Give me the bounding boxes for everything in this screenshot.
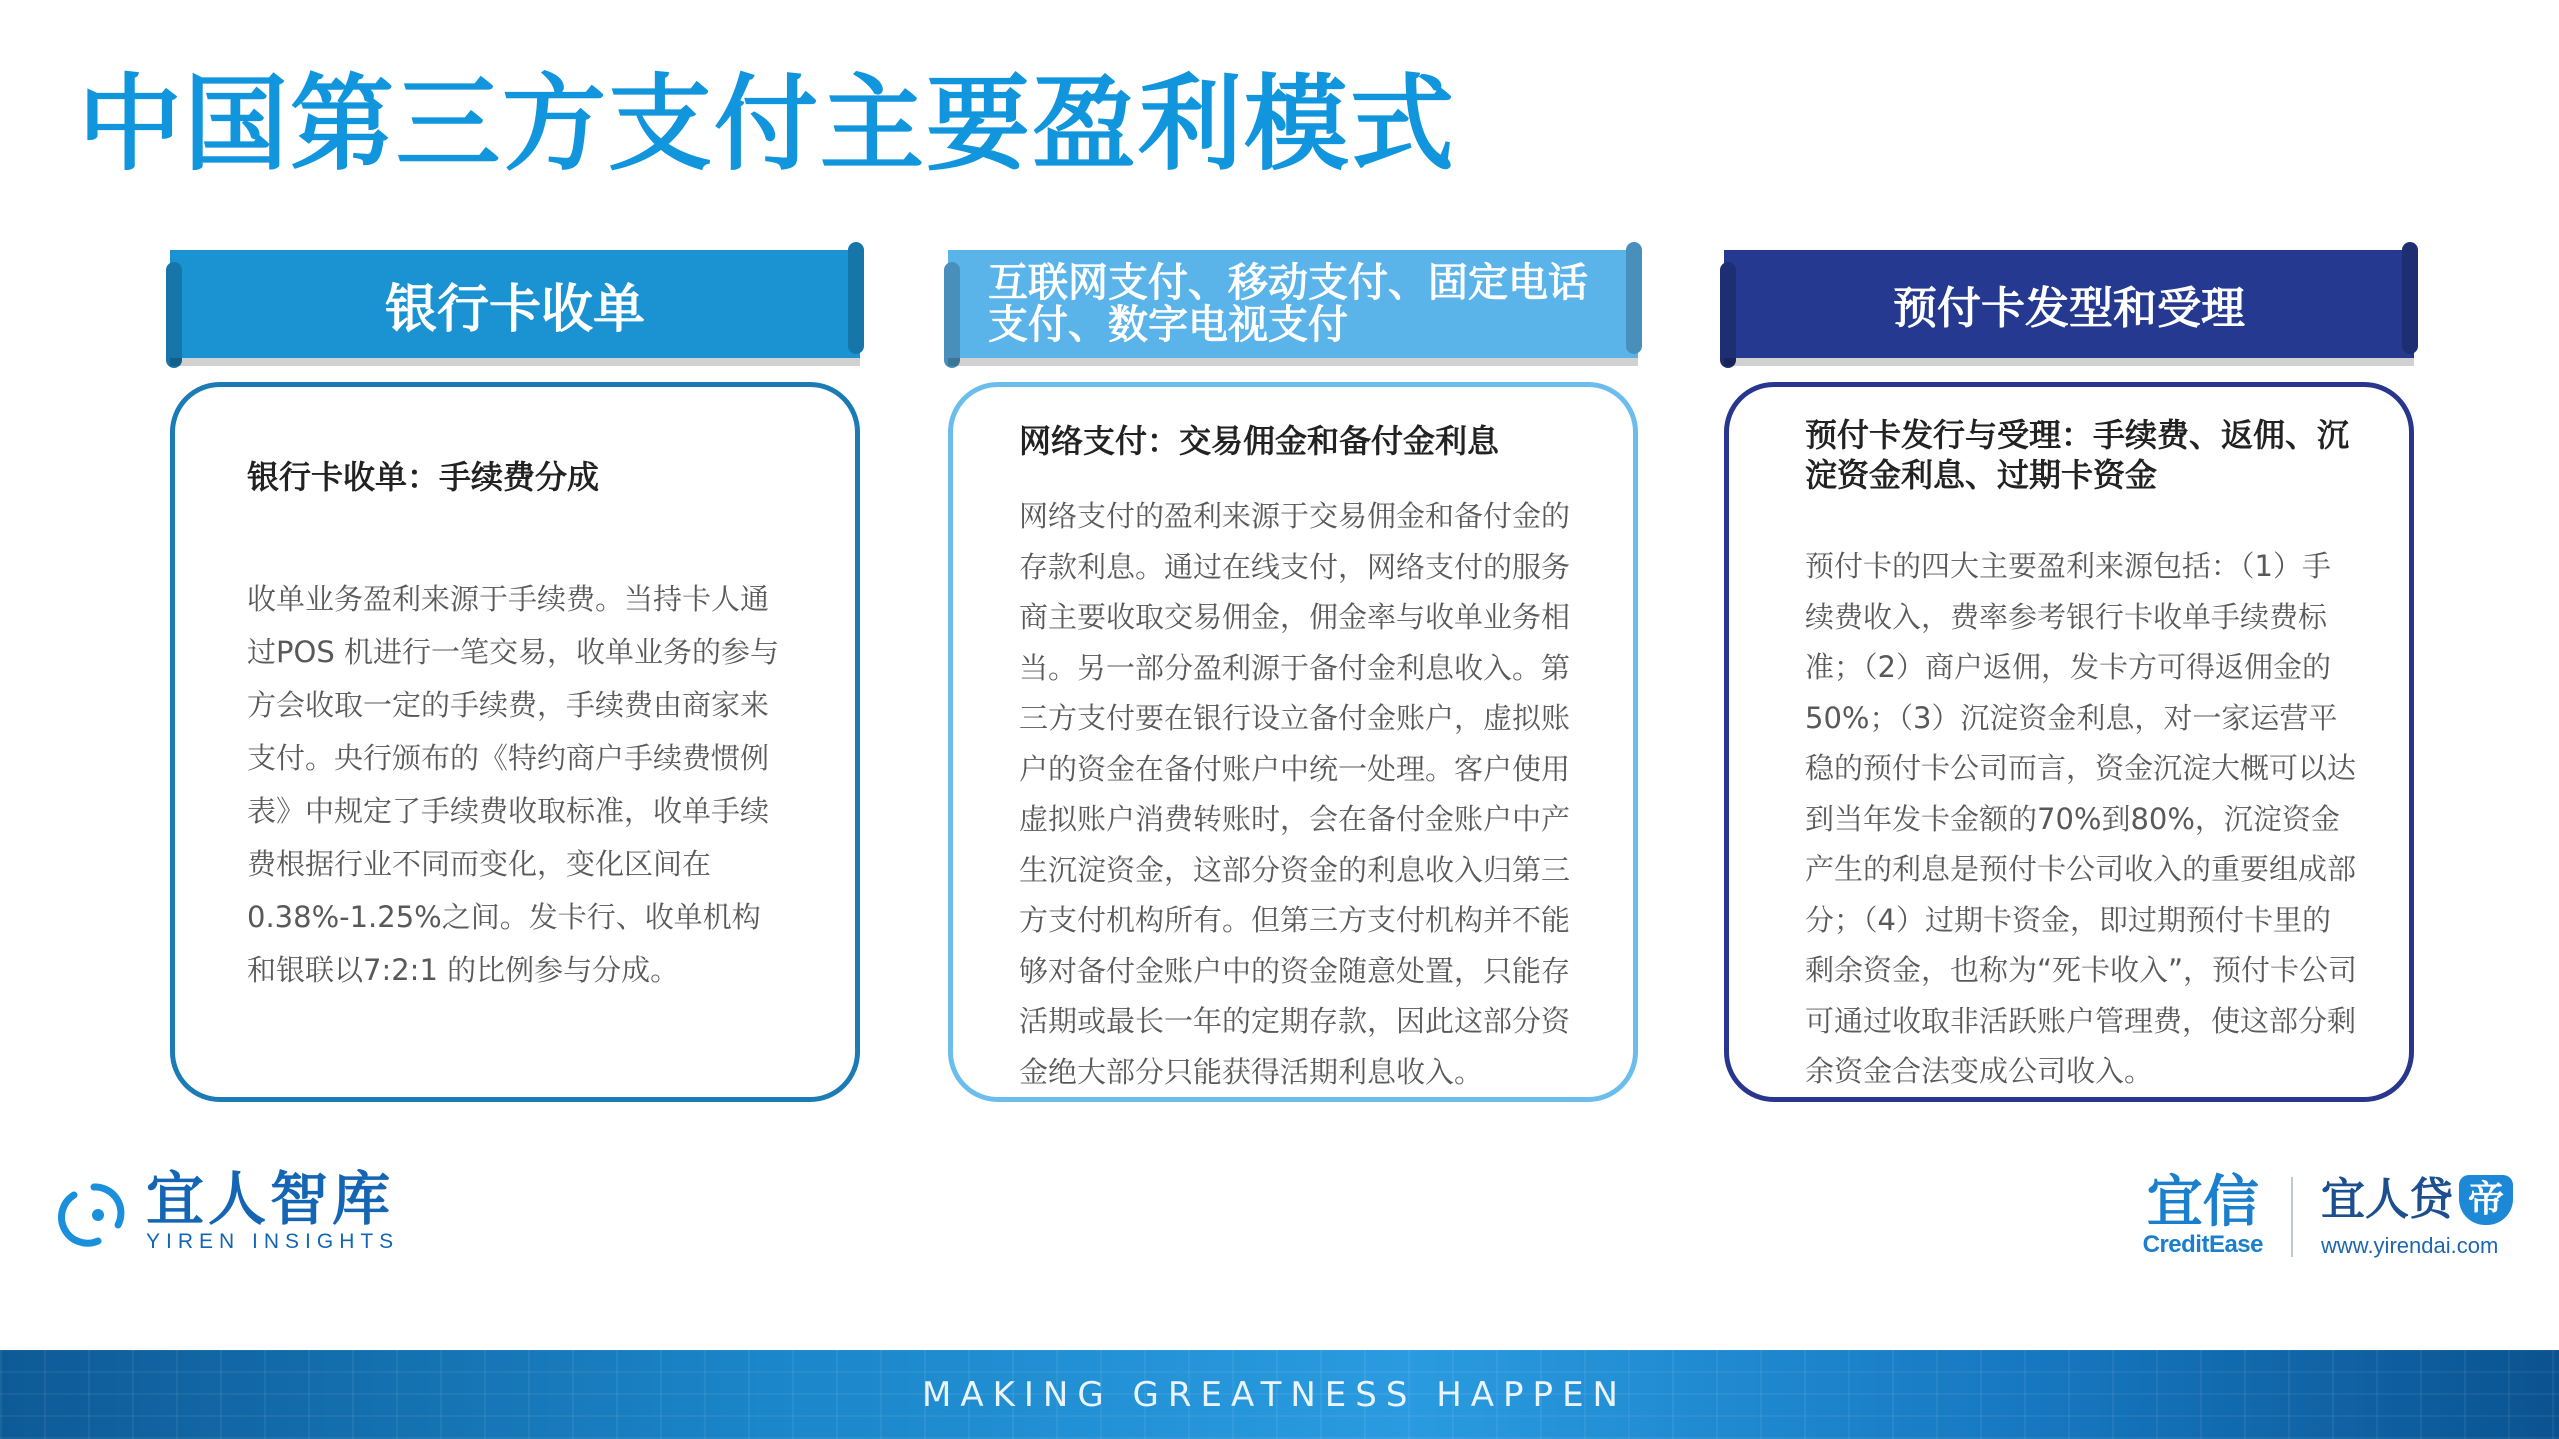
logo-divider xyxy=(2291,1177,2293,1257)
footer-slogan: MAKING GREATNESS HAPPEN xyxy=(922,1374,1627,1415)
card-body: 网络支付的盈利来源于交易佣金和备付金的存款利息。通过在线支付，网络支付的服务商主要收取交易佣金，佣金率与收单业务相当。另一部分盈利源于备付金利息收入。第三方支付要在银行设立备付金账户，虚拟账户的资金在备付账户中统一处理。客户使用虚拟账户消费转账时，会在备付金账户中产生沉淀资金，这部分资金的利息收入归第三方支付机构所有。但第三方支付机构并不能够对备付金账户中的资金随意处置，只能存活期或最长一年的定期存款，因此这部分资金绝大部分只能获得活期利息收入。 xyxy=(1019,499,1571,1089)
column-network-payment xyxy=(948,250,1638,1102)
yirendai-badge-icon: 帝 xyxy=(2459,1175,2513,1225)
creditease-logo xyxy=(2142,1170,2263,1259)
banner-network-payment xyxy=(948,250,1638,358)
logo-en: YIREN INSIGHTS xyxy=(146,1230,400,1253)
banner-label: 预付卡发型和受理 xyxy=(1893,283,2245,334)
yiren-insights-logo xyxy=(58,1165,400,1254)
yiren-insights-mark-icon xyxy=(58,1177,136,1247)
banner-prepaid-card xyxy=(1724,250,2414,358)
yirendai-cn: 宜人贷 xyxy=(2321,1174,2453,1225)
yirendai-logo xyxy=(2321,1175,2513,1259)
logo-cn: 宜人智库 xyxy=(146,1165,395,1233)
card-network-payment xyxy=(948,382,1638,1102)
creditease-cn: 宜信 xyxy=(2146,1170,2259,1235)
card-heading: 银行卡收单：手续费分成 xyxy=(247,458,600,496)
column-prepaid-card xyxy=(1724,250,2414,1102)
column-bank-card xyxy=(170,250,860,1102)
card-heading: 预付卡发行与受理：手续费、返佣、沉淀资金利息、过期卡资金 xyxy=(1805,416,2350,494)
card-prepaid-card xyxy=(1724,382,2414,1102)
banner-label: 互联网支付、移动支付、固定电话支付、数字电视支付 xyxy=(988,260,1588,348)
creditease-en: CreditEase xyxy=(2142,1231,2263,1258)
partner-logos xyxy=(2142,1170,2513,1259)
card-heading: 网络支付：交易佣金和备付金利息 xyxy=(1019,422,1500,460)
card-body: 预付卡的四大主要盈利来源包括：（1）手续费收入，费率参考银行卡收单手续费标准；（2）商户返佣，发卡方可得返佣金的50%；（3）沉淀资金利息，对一家运营平稳的预付卡公司而言，资金沉淀大概可以达到当年发卡金额的70%到80%，沉淀资金产生的利息是预付卡公司收入的重要组成部分；（4）过期卡资金，即过期预付卡里的剩余资金，也称为“死卡收入”，预付卡公司可通过收取非活跃账户管理费，使这部分剩余资金合法变成公司收入。 xyxy=(1805,549,2358,1088)
page-title: 中国第三方支付主要盈利模式 xyxy=(78,63,1457,185)
banner-label: 银行卡收单 xyxy=(384,279,645,340)
yirendai-url: www.yirendai.com xyxy=(2321,1233,2499,1258)
banner-bank-card xyxy=(170,250,860,358)
card-body: 收单业务盈利来源于手续费。当持卡人通过POS 机进行一笔交易，收单业务的参与方会收取一定的手续费，手续费由商家来支付。央行颁布的《特约商户手续费惯例表》中规定了手续费收取标准，收单手续费根据行业不同而变化，变化区间在0.38%-1.25%之间。发卡行、收单机构和银联以7:2:1 的比例参与分成。 xyxy=(247,582,779,987)
footer-banner xyxy=(0,1350,2559,1439)
card-bank-card xyxy=(170,382,860,1102)
